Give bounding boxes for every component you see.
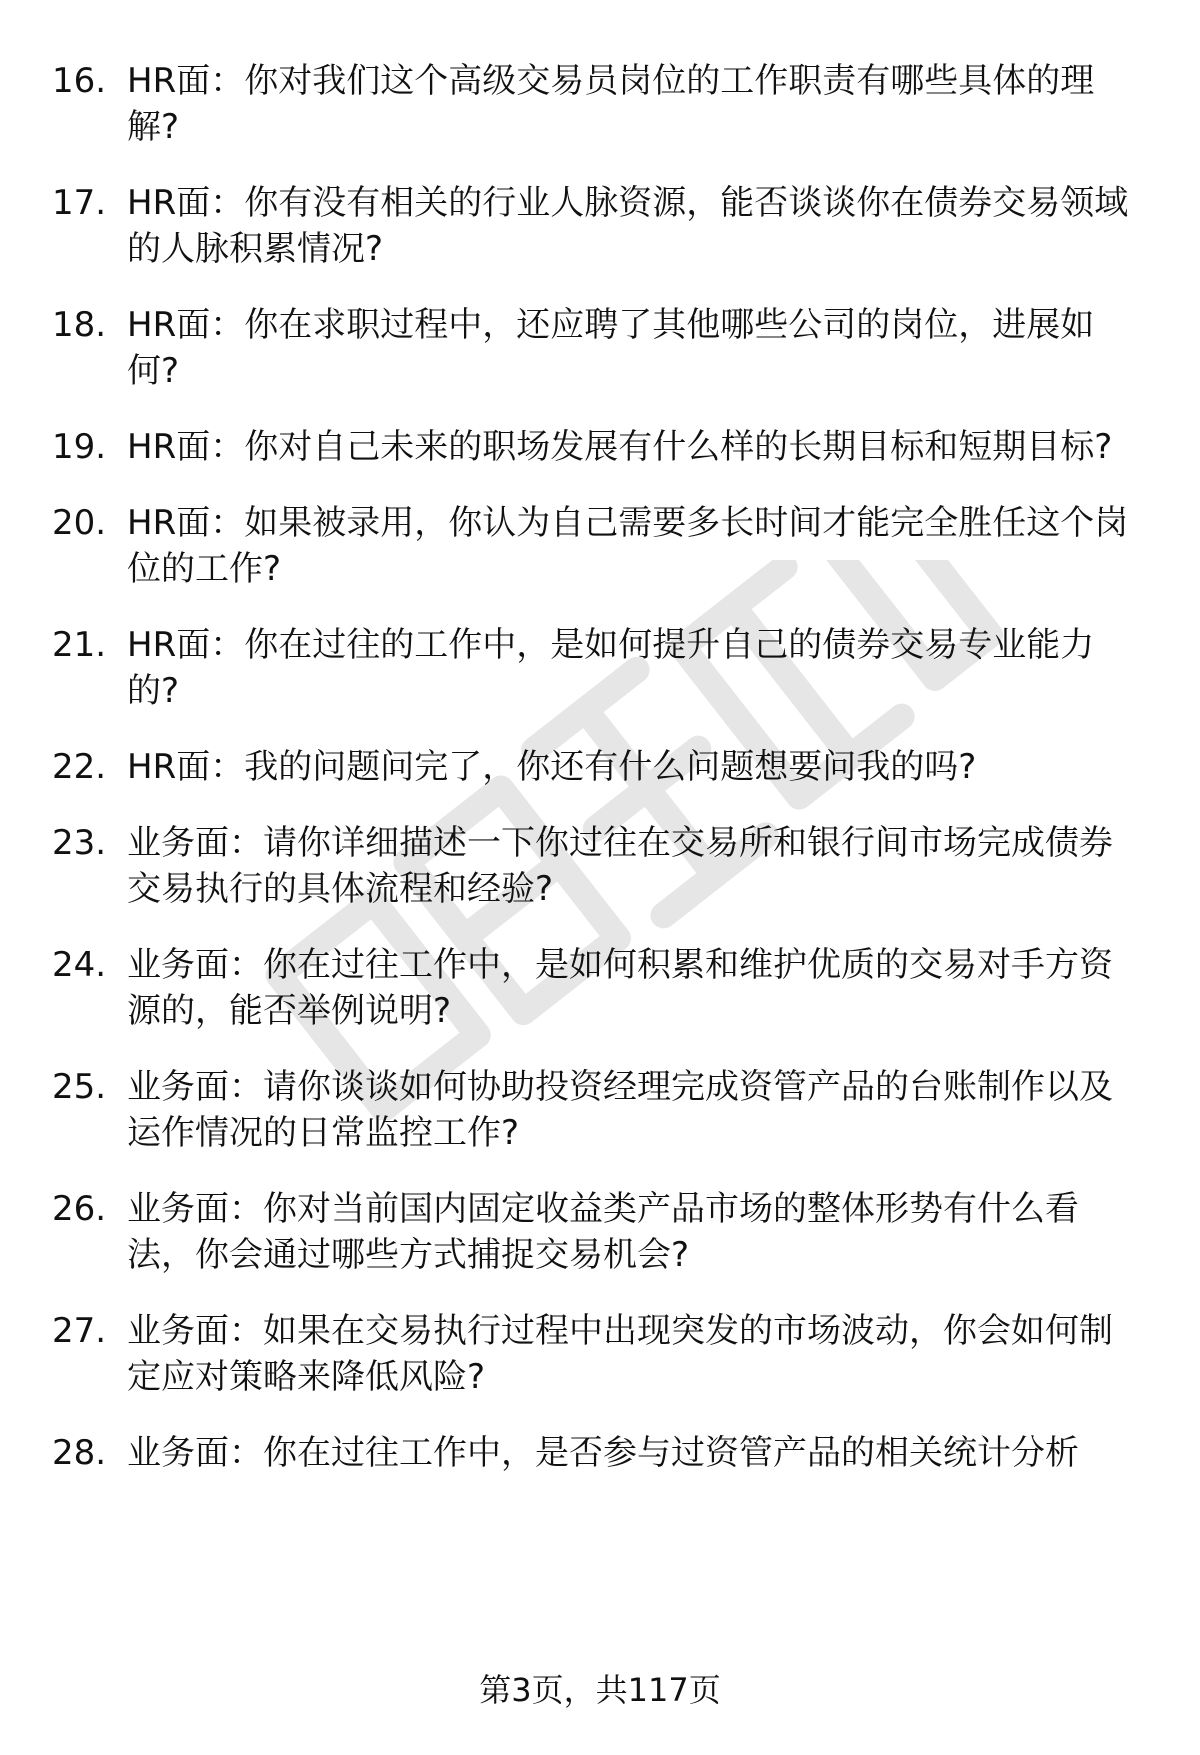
question-text: 业务面：请你详细描述一下你过往在交易所和银行间市场完成债券交易执行的具体流程和经验? — [127, 823, 1113, 909]
question-text: HR面：你有没有相关的行业人脉资源，能否谈谈你在债券交易领域的人脉积累情况? — [127, 183, 1129, 269]
question-text: HR面：你在过往的工作中，是如何提升自己的债券交易专业能力的? — [127, 625, 1095, 711]
question-item — [52, 622, 1148, 714]
question-text: 业务面：请你谈谈如何协助投资经理完成资管产品的台账制作以及运作情况的日常监控工作? — [127, 1067, 1113, 1153]
question-item — [52, 58, 1148, 150]
question-item — [52, 744, 1148, 790]
question-number: 22. — [52, 747, 107, 787]
question-text: 业务面：你在过往工作中，是否参与过资管产品的相关统计分析 — [127, 1433, 1079, 1473]
question-number: 26. — [52, 1189, 107, 1229]
question-number: 27. — [52, 1311, 107, 1351]
question-text: HR面：你对我们这个高级交易员岗位的工作职责有哪些具体的理解? — [127, 61, 1095, 147]
question-item — [52, 180, 1148, 272]
question-number: 23. — [52, 823, 107, 863]
question-number: 16. — [52, 61, 107, 101]
page-footer: 第3页，共117页 — [479, 1671, 721, 1709]
question-item — [52, 500, 1148, 592]
question-number: 25. — [52, 1067, 107, 1107]
question-text: 业务面：你在过往工作中，是如何积累和维护优质的交易对手方资源的，能否举例说明? — [127, 945, 1113, 1031]
question-text: HR面：你对自己未来的职场发展有什么样的长期目标和短期目标? — [127, 427, 1113, 467]
question-text: 业务面：如果在交易执行过程中出现突发的市场波动，你会如何制定应对策略来降低风险? — [127, 1311, 1113, 1397]
question-text: HR面：我的问题问完了，你还有什么问题想要问我的吗? — [127, 747, 977, 787]
question-item — [52, 1064, 1148, 1156]
question-number: 28. — [52, 1433, 107, 1473]
question-number: 24. — [52, 945, 107, 985]
question-item — [52, 1308, 1148, 1400]
question-item — [52, 1186, 1148, 1278]
question-item — [52, 942, 1148, 1034]
question-item — [52, 424, 1148, 470]
question-number: 17. — [52, 183, 107, 223]
question-number: 18. — [52, 305, 107, 345]
question-item — [52, 302, 1148, 394]
question-text: HR面：如果被录用，你认为自己需要多长时间才能完全胜任这个岗位的工作? — [127, 503, 1129, 589]
question-number: 21. — [52, 625, 107, 665]
question-item — [52, 820, 1148, 912]
question-number: 20. — [52, 503, 107, 543]
question-text: 业务面：你对当前国内固定收益类产品市场的整体形势有什么看法，你会通过哪些方式捕捉交易机会? — [127, 1189, 1079, 1275]
question-text: HR面：你在求职过程中，还应聘了其他哪些公司的岗位，进展如何? — [127, 305, 1095, 391]
question-item — [52, 1430, 1148, 1476]
question-list — [52, 58, 1148, 1476]
question-number: 19. — [52, 427, 107, 467]
